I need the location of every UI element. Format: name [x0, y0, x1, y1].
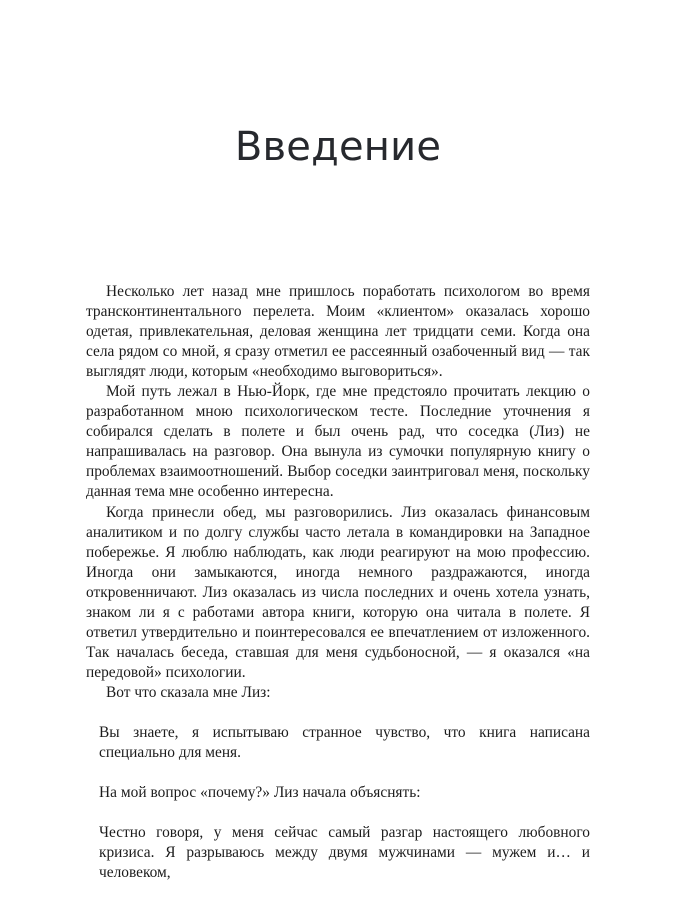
- paragraph: Несколько лет назад мне пришлось поработать психологом во время трансконтинентального перелета. Моим «клиентом» оказалась хорошо одетая, привлекательная, деловая женщина лет тридцати семи. Когда она села рядом со мной, я сразу отметил ее рассеянный озабоченный вид — так выглядят люди, которым «необходимо выговориться».: [86, 283, 590, 381]
- lead-in-line: На мой вопрос «почему?» Лиз начала объяснять:: [99, 784, 421, 802]
- spacer: [86, 803, 590, 823]
- spacer: [86, 703, 590, 723]
- spacer: [86, 763, 590, 783]
- paragraph: Когда принесли обед, мы разговорились. Лиз оказалась финансовым аналитиком и по долгу службы часто летала в командировки на Западное побережье. Я люблю наблюдать, как люди реагируют на мою профессию. Иногда они замыкаются, иногда немного раздражаются, иногда откровенничают. Лиз оказалась из числа последних и очень хотела узнать, знаком ли я с работами автора книги, которую она читала в полете. Я ответил утвердительно и поинтересовался ее впечатлением от изложенного. Так началась беседа, ставшая для меня судьбоносной, — я оказался «на передовой» психологии.: [86, 503, 590, 681]
- paragraph: Мой путь лежал в Нью-Йорк, где мне предстояло прочитать лекцию о разработанном мною психологическом тесте. Последние уточнения я собирался сделать в полете и был очень рад, что соседка (Лиз) не напрашивалась на разговор. Она вынула из сумочки популярную книгу о проблемах взаимоотношений. Выбор соседки заинтриговал меня, поскольку данная тема мне особенно интересна.: [86, 383, 590, 501]
- page-content: [86, 0, 590, 883]
- block-quote: Честно говоря, у меня сейчас самый разгар настоящего любовного кризиса. Я разрываюсь между двумя мужчинами — мужем и… и человеком,: [99, 824, 590, 882]
- body-text: [86, 282, 590, 883]
- page-title: Введение: [234, 124, 442, 170]
- block-quote: Вы знаете, я испытываю странное чувство, что книга написана специально для меня.: [99, 723, 590, 762]
- lead-in-line: Вот что сказала мне Лиз:: [106, 683, 271, 701]
